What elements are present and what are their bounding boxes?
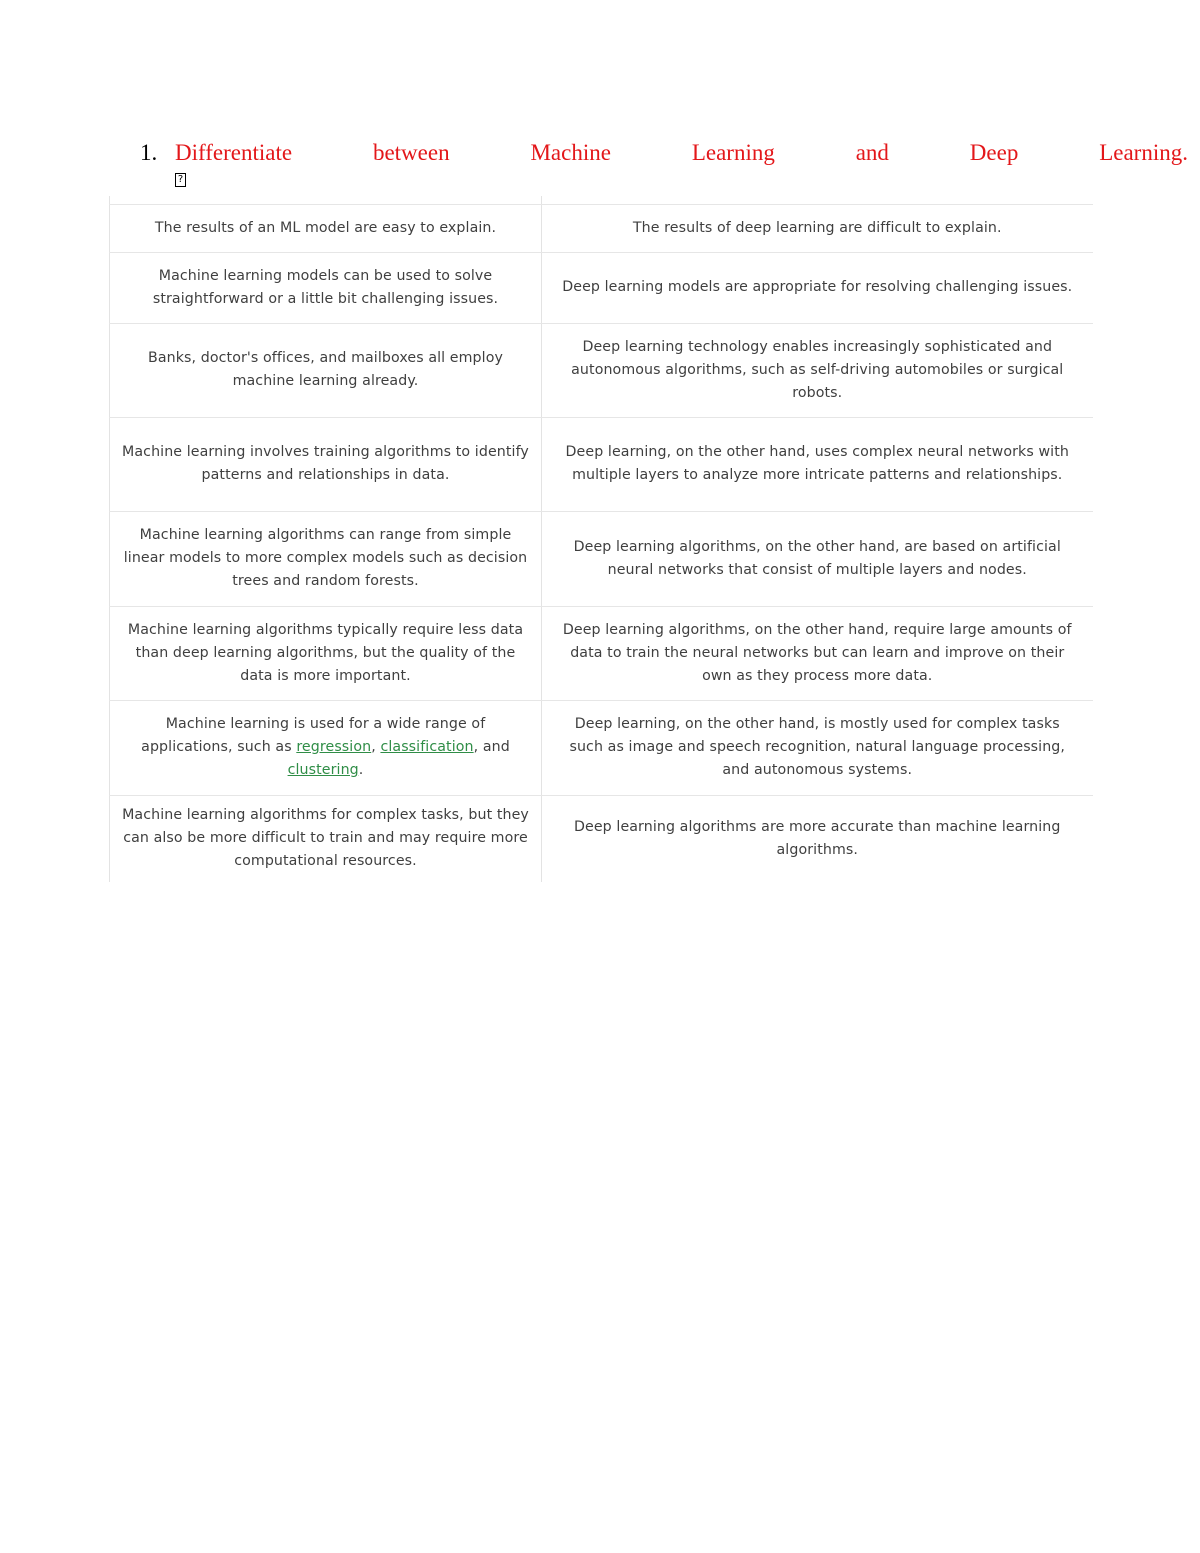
table-row <box>110 417 1093 511</box>
table-row <box>110 323 1093 417</box>
dl-cell: Deep learning technology enables increasingly sophisticated and autonomous algorithms, such as self-driving automobiles or surgical robots. <box>542 323 1093 417</box>
ml-cell: The results of an ML model are easy to explain. <box>110 204 542 252</box>
dl-cell: Deep learning, on the other hand, uses complex neural networks with multiple layers to analyze more intricate patterns and relationships. <box>542 417 1093 511</box>
ml-cell: Banks, doctor's offices, and mailboxes all employ machine learning already. <box>110 323 542 417</box>
heading-word: Differentiate <box>175 140 293 165</box>
classification-link[interactable]: classification <box>380 739 474 755</box>
dl-cell: Deep learning, on the other hand, is mostly used for complex tasks such as image and speech recognition, natural language processing, and autonomous systems. <box>542 700 1093 795</box>
ml-header-cell <box>110 196 542 204</box>
table-row <box>110 700 1093 795</box>
table-row <box>110 511 1093 606</box>
dl-header-cell <box>542 196 1093 204</box>
comparison-table <box>109 196 1093 882</box>
dl-cell: Deep learning algorithms, on the other hand, require large amounts of data to train the neural networks but can learn and improve on their own as they process more data. <box>542 606 1093 700</box>
ml-cell: Machine learning involves training algorithms to identify patterns and relationships in data. <box>110 417 542 511</box>
question-text <box>175 140 1188 166</box>
ml-cell: Machine learning algorithms typically require less data than deep learning algorithms, but the quality of the data is more important. <box>110 606 542 700</box>
table-row <box>110 795 1093 882</box>
missing-glyph-icon: ? <box>175 173 186 187</box>
clustering-link[interactable]: clustering <box>287 762 359 778</box>
heading-word: Learning. <box>1099 140 1188 165</box>
heading-word: Deep <box>969 140 1019 165</box>
heading-word: between <box>372 140 450 165</box>
dl-cell: Deep learning algorithms are more accurate than machine learning algorithms. <box>574 818 1061 858</box>
question-heading <box>140 140 1190 174</box>
heading-word: and <box>855 140 889 165</box>
ml-cell: Machine learning algorithms for complex tasks, but they can also be more difficult to train and may require more computational resources. <box>110 795 542 882</box>
table-header-row <box>110 196 1093 204</box>
table-row <box>110 204 1093 252</box>
ml-cell: Machine learning models can be used to solve straightforward or a little bit challenging issues. <box>110 252 542 323</box>
ml-cell <box>110 700 542 795</box>
ml-cell-suffix: . <box>358 762 364 778</box>
ml-cell-separator: , and <box>473 739 510 755</box>
dl-cell: Deep learning algorithms, on the other hand, are based on artificial neural networks that consist of multiple layers and nodes. <box>542 511 1093 606</box>
dl-cell: The results of deep learning are difficult to explain. <box>542 204 1093 252</box>
table-row <box>110 606 1093 700</box>
ml-cell-separator: , <box>371 739 381 755</box>
ml-cell: Machine learning algorithms can range from simple linear models to more complex models such as decision trees and random forests. <box>110 511 542 606</box>
dl-cell: Deep learning models are appropriate for resolving challenging issues. <box>542 252 1093 323</box>
regression-link[interactable]: regression <box>296 739 372 755</box>
table-row <box>110 252 1093 323</box>
ml-cell-text: Machine learning is used for a wide range of applications, such as <box>141 716 486 755</box>
list-number: 1. <box>140 140 158 165</box>
heading-word: Learning <box>691 140 775 165</box>
heading-word: Machine <box>530 140 611 165</box>
